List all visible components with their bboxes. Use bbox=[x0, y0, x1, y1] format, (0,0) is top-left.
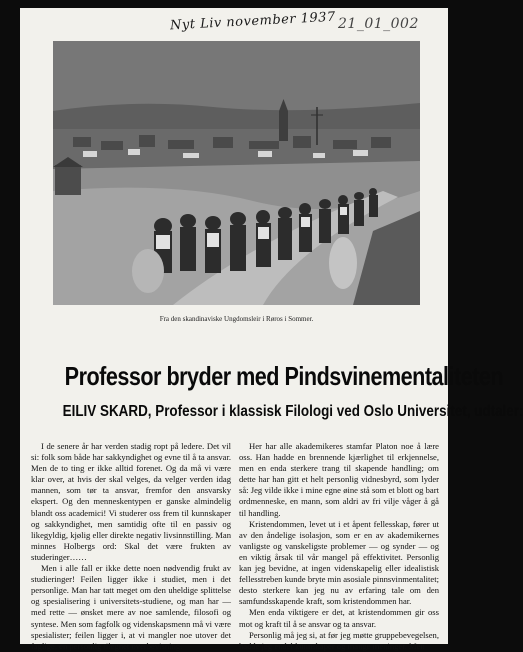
paragraph: Men i alle fall er ikke dette noen nødvendig frukt av studieringer! Feilen ligger ikke i studiet, men i det personlige. Man har tatt meget om den uheldige splittelse og spesialisering i universitets-studiene, og man har — med rette — ønsket mere av noe samlende, filosofi og syntese. Men som fagfolk og videnskapsmenn må vi være spesialister; feilen ligger i, at vi mangler noe utover det faglige, en personlig tilegnet overbevisning. bbox=[31, 563, 231, 651]
paragraph: Personlig må jeg si, at før jeg møtte gruppebevegelsen, hadde jeg endel kunnskaper og mange meninger. Men bbox=[239, 629, 439, 651]
article-headline: Professor bryder med Pindsvinementaliteten bbox=[64, 361, 504, 391]
newspaper-clipping bbox=[20, 8, 523, 651]
article-subhead: EILIV SKARD, Professor i klassisk Filologi ved Oslo Universitet, udtaler: bbox=[62, 403, 523, 420]
paragraph: Kristendommen, levet ut i et åpent fellesskap, fører ut av den åndelige isolasjon, som er en av akademikernes vanligste og vanskeligste problemer — og synder — og en viktig årsak til vår mangel på effektivitet. Personlig kan jeg bevidne, at ingen videnskapelig eller idealistisk fellesstreben kunde bryte min asosiale pinnsvinmentalitet; desto sterkere kan jeg nu av erfaring tale om den samfundsskapende kraft, som kristendommen har. bbox=[239, 518, 439, 607]
paragraph: Men enda viktigere er det, at kristendommen gir oss mot og kraft til å se ansvar og ta ansvar. bbox=[239, 607, 439, 629]
article-column-left bbox=[31, 441, 231, 652]
photo-youth-camp bbox=[53, 41, 420, 305]
photo-illustration bbox=[53, 41, 420, 305]
paragraph: I de senere år har verden stadig ropt på ledere. Det vil si: folk som både har sakkyndighet og evne til å ta ansvar. Men de to ting er ikke alltid forenet. Og da må vi være klar over, at hvis der skal velges, da velger verden idag mannen, som tør ta ansvar, fremfor den ansvarsky ekspert. Og den menneskentypen er ganske almindelig blandt oss academici! Vi studerer oss frem til kunnskaper og sakkyndighet, men samtidig ofte til en passiv og likegyldig, kjølig eller direkte negativ livsinnstilling. Man minnes Holbergs ord: Skal det være frukten av studeringer…… bbox=[31, 441, 231, 562]
archive-code: 21_01_002 bbox=[338, 16, 419, 32]
paragraph: Her har alle akademikeres stamfar Platon noe å lære oss. Han hadde en brennende kjærlighet til erkjennelse, men en enda sterkere trang til skapende handling; om dette har han gitt et helt personlig vidnesbyrd, som lyder så: Jeg vilde ikke i mine egne øine stå som et blott og bart ordmenneske, en mann, som aldri av fri vilje våger å gå til handling. bbox=[239, 441, 439, 518]
photo-caption: Fra den skandinaviske Ungdomsleir i Røros i Sommer. bbox=[159, 315, 314, 323]
handwritten-note: Nyt Liv november 1937 bbox=[169, 9, 337, 34]
article-column-right bbox=[239, 441, 439, 652]
